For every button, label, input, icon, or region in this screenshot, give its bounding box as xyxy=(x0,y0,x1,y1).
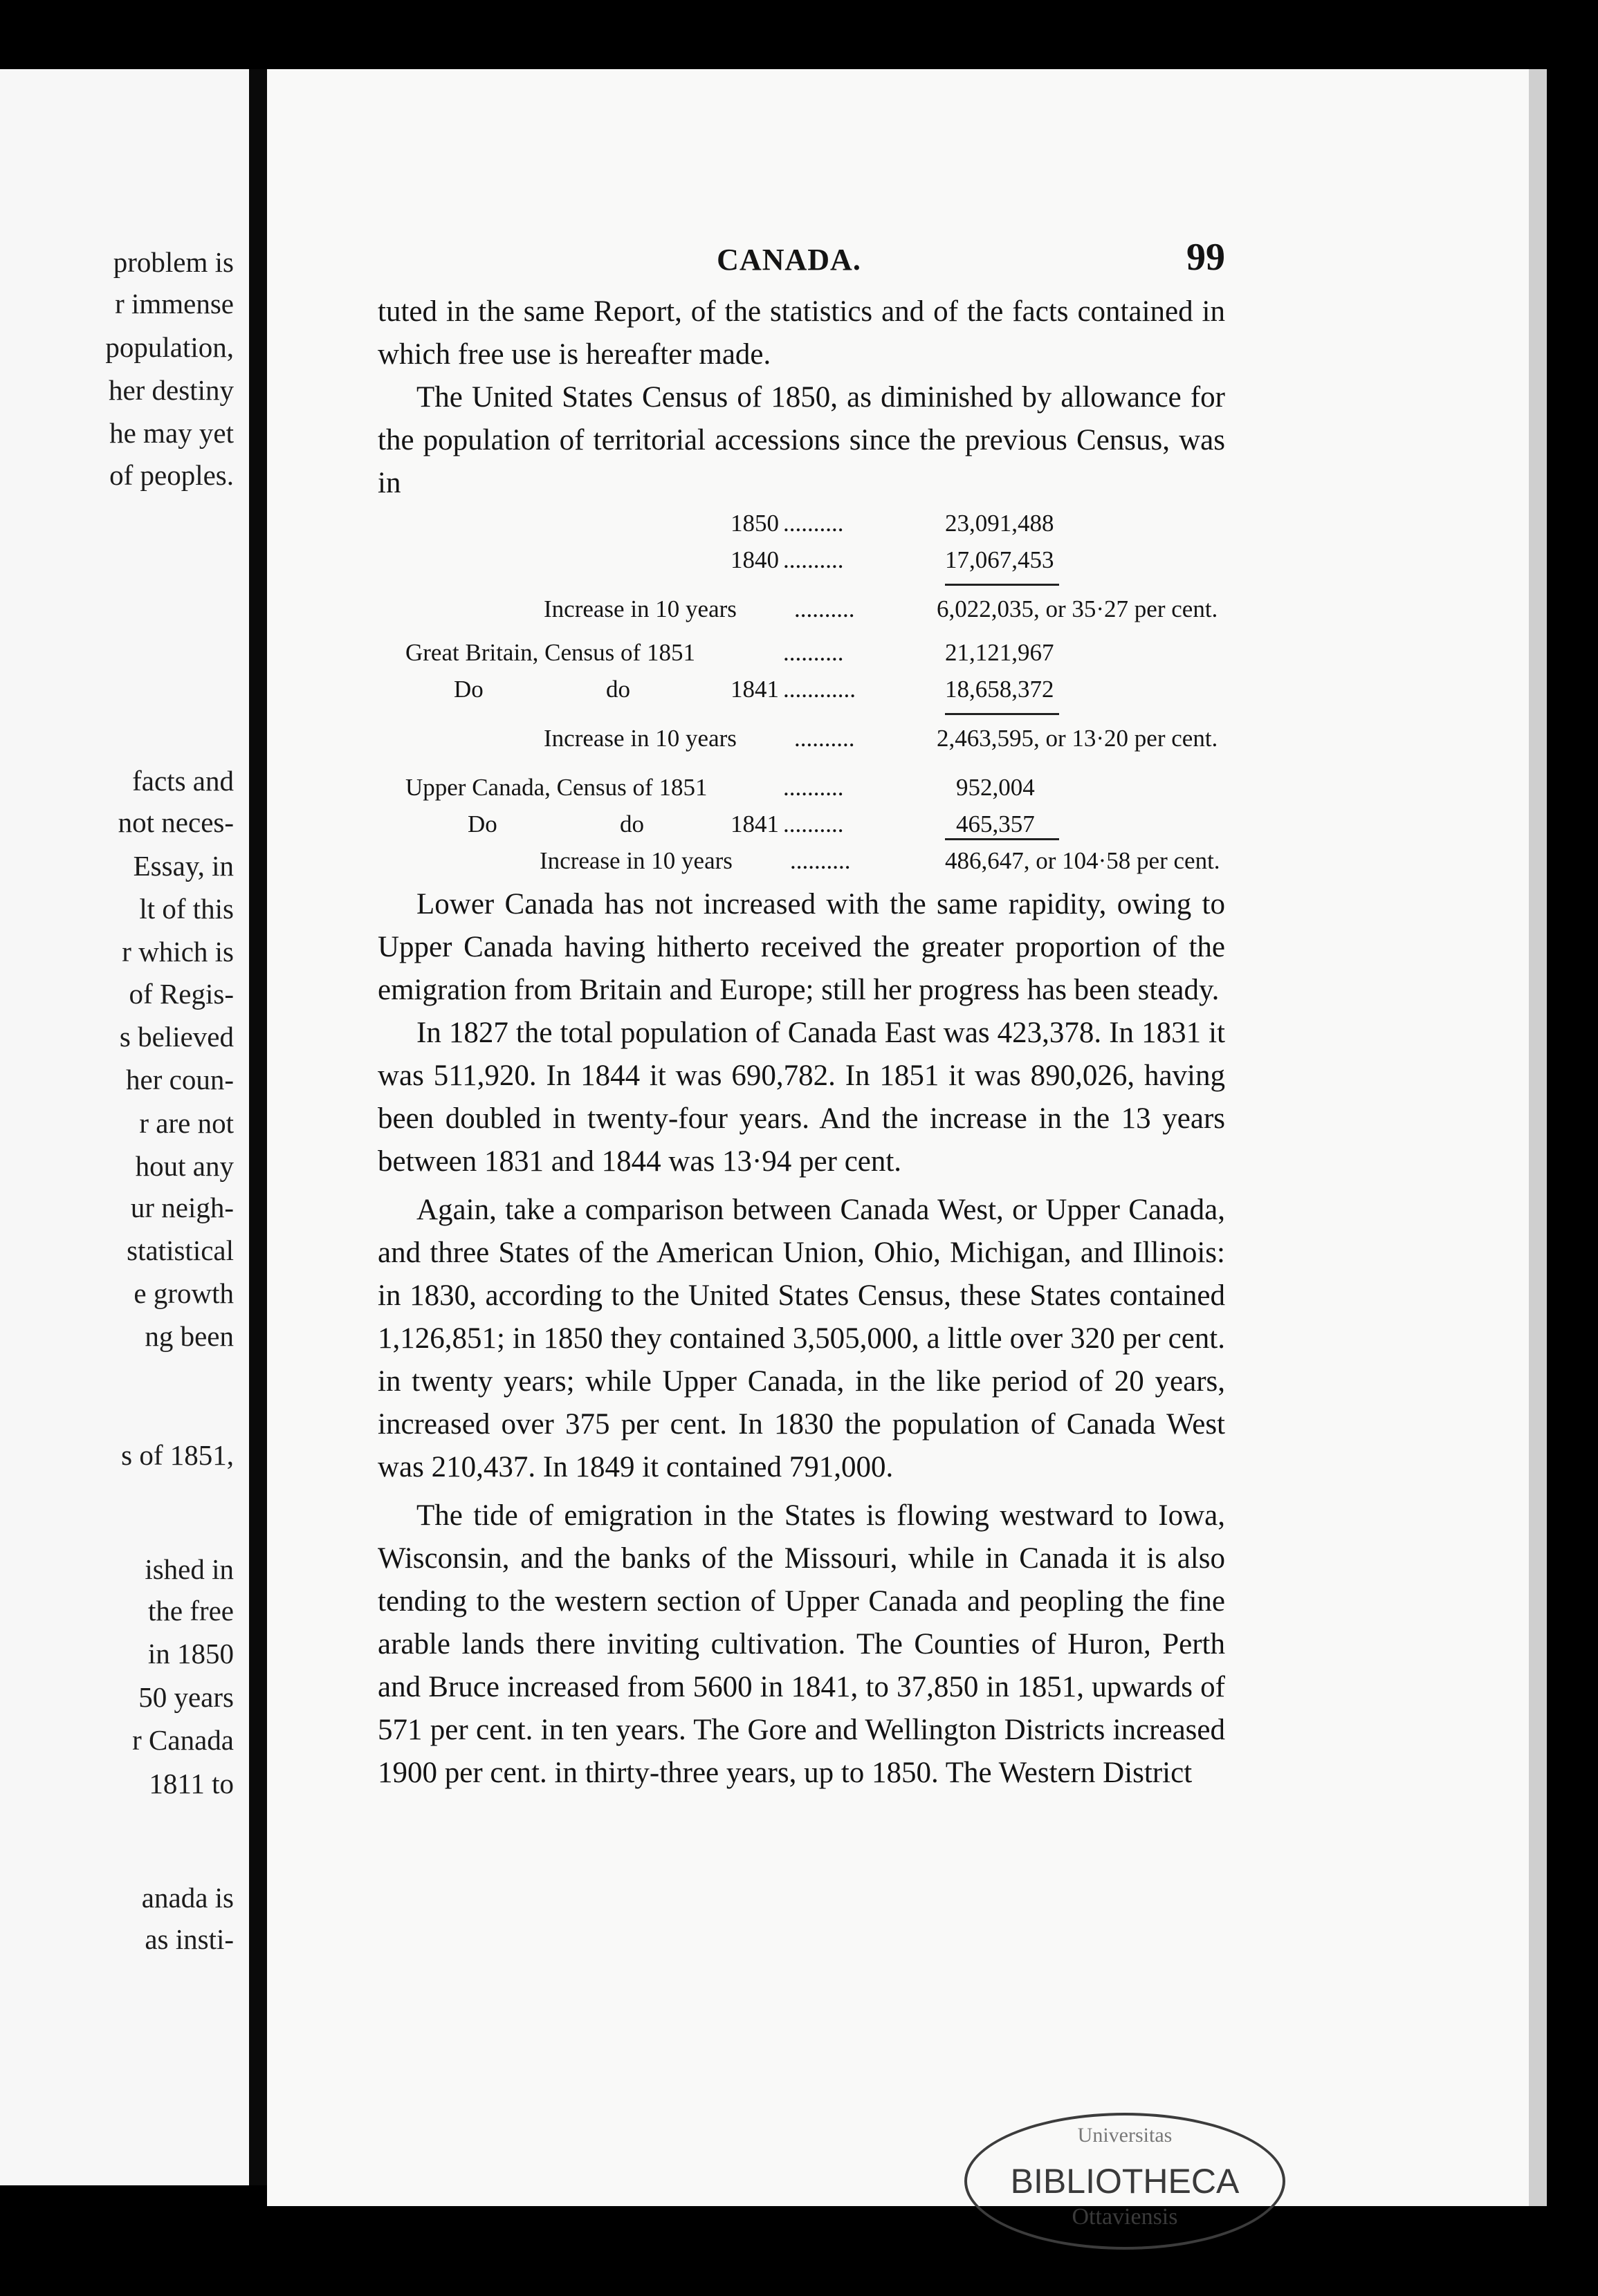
stamp-line-middle: BIBLIOTHECA xyxy=(1010,2162,1240,2201)
population-value: 952,004 xyxy=(956,774,1035,801)
paragraph-canada-east: In 1827 the total population of Canada East was 423,378. In 1831 it was 511,920. In 1844 it was 690,782. In 1851 it was 890,026, having been doubled in twenty-four years. And the increase in the 13 years between 1831 and 1844 was 13·94 per cent. xyxy=(378,1017,1225,1178)
left-page-fragment: 50 years xyxy=(138,1681,234,1713)
gb-increase-row xyxy=(378,720,1225,757)
left-page-fragment: ur neigh- xyxy=(130,1192,234,1223)
left-page-fragment: as insti- xyxy=(145,1923,234,1955)
ditto-label: Do xyxy=(454,676,484,703)
population-value: 18,658,372 xyxy=(945,676,1054,703)
left-page-fragment: s believed xyxy=(119,1021,234,1053)
census-label: Upper Canada, Census of 1851 xyxy=(405,774,708,801)
stamp-line-top: Universitas xyxy=(1077,2124,1173,2147)
paragraph-emigration: The tide of emigration in the States is flowing westward to Iowa, Wisconsin, and the banks of the Missouri, while in Canada it is also tending to the western section of Upper Canada and peopling the fine arable lands there inviting cultivation. The Counties of Huron, Perth and Bruce increased from 5600 in 1841, to 37,850 in 1851, upwards of 571 per cent. in ten years. The Gore and Wellington Districts increased 1900 per cent. in thirty-three years, up to 1850. The Western District xyxy=(378,1499,1225,1789)
year-label: 1841 xyxy=(731,811,779,837)
left-page-fragment: population, xyxy=(105,331,234,363)
gb-row-1841 xyxy=(378,671,1225,707)
year-label: 1841 xyxy=(731,676,779,703)
leader-dots: .......... xyxy=(783,774,844,801)
left-page-fragment: r are not xyxy=(139,1107,234,1139)
sum-rule xyxy=(945,838,1059,840)
sum-rule-row xyxy=(378,707,1225,720)
left-page-fragment: r immense xyxy=(115,288,234,320)
left-page-fragment: of peoples. xyxy=(109,459,234,491)
paragraph-continuation: tuted in the same Report, of the statistics and of the facts contained in which free use is hereafter made. xyxy=(378,295,1225,371)
census-label: Great Britain, Census of 1851 xyxy=(405,639,695,666)
gb-row-1851 xyxy=(378,634,1225,671)
page-edge xyxy=(1529,69,1547,2206)
left-page-fragment: facts and xyxy=(132,765,234,797)
left-page-fragment: in 1850 xyxy=(147,1638,234,1669)
left-page-fragment: not neces- xyxy=(118,806,234,838)
left-page-fragment: her coun- xyxy=(126,1064,234,1095)
leader-dots: .......... xyxy=(794,725,855,752)
right-page xyxy=(267,69,1547,2230)
uc-row-1851 xyxy=(378,769,1225,806)
paragraph-canada-west: Again, take a comparison between Canada West, or Upper Canada, and three States of the American Union, Ohio, Michigan, and Illinois: in 1830, according to the United States Census, these States contained 1,126,851; in 1850 they contained 3,505,000, a little over 320 per cent. in twenty years; while Upper Canada, in the like period of 20 years, increased over 375 per cent. In 1830 the population of Canada West was 210,437. In 1849 it contained 791,000. xyxy=(378,1194,1225,1483)
left-page-fragment: of Regis- xyxy=(129,978,234,1010)
population-value: 23,091,488 xyxy=(945,510,1054,537)
left-page-fragment: statistical xyxy=(127,1234,234,1266)
running-header xyxy=(378,235,1225,290)
left-page-fragment: ished in xyxy=(145,1553,234,1585)
increase-value: 486,647, or 104·58 per cent. xyxy=(945,847,1220,874)
uc-row-1841 xyxy=(378,806,1225,842)
left-page-fragment: ng been xyxy=(145,1320,234,1352)
ditto-label: do xyxy=(620,811,644,837)
us-row-1840 xyxy=(378,541,1225,578)
left-page-fragment: he may yet xyxy=(109,417,234,449)
increase-label: Increase in 10 years xyxy=(544,595,737,622)
page-content xyxy=(378,235,1225,1795)
sum-rule xyxy=(945,584,1059,586)
paragraph-lower-canada: Lower Canada has not increased with the same rapidity, owing to Upper Canada having hitherto received the greater proportion of the emigration from Britain and Europe; still her progress has been steady. xyxy=(378,888,1225,1006)
left-page-fragment: lt of this xyxy=(139,893,234,925)
increase-label: Increase in 10 years xyxy=(540,847,733,874)
leader-dots: .......... xyxy=(783,546,844,573)
left-page-fragment: s of 1851, xyxy=(121,1439,234,1471)
left-page-fragment: Essay, in xyxy=(133,850,234,882)
page-number: 99 xyxy=(1186,236,1225,279)
leader-dots: .......... xyxy=(783,811,844,837)
left-page-fragment: problem is xyxy=(113,246,234,278)
leader-dots: .......... xyxy=(794,595,855,622)
left-page-fragment: r Canada xyxy=(132,1724,234,1756)
uc-increase-row xyxy=(378,842,1225,879)
stamp-line-bottom: Ottaviensis xyxy=(1072,2204,1178,2230)
ditto-label: do xyxy=(606,676,630,703)
leader-dots: .......... xyxy=(783,639,844,666)
running-title: CANADA. xyxy=(717,243,861,277)
left-page xyxy=(0,69,249,2185)
population-value: 21,121,967 xyxy=(945,639,1054,666)
us-increase-row xyxy=(378,591,1225,627)
population-value: 17,067,453 xyxy=(945,546,1054,573)
increase-label: Increase in 10 years xyxy=(544,725,737,752)
leader-dots: ............ xyxy=(783,676,856,703)
left-page-fragment: r which is xyxy=(122,936,234,968)
sum-rule-row xyxy=(378,578,1225,591)
left-page-fragment: anada is xyxy=(141,1882,234,1914)
census-table xyxy=(378,505,1225,883)
leader-dots: .......... xyxy=(790,847,851,874)
left-page-fragment: the free xyxy=(147,1595,234,1627)
paragraph-us-census: The United States Census of 1850, as diminished by allowance for the population of territorial accessions since the previous Census, was in xyxy=(378,381,1225,499)
ditto-label: Do xyxy=(468,811,497,837)
year-label: 1850 xyxy=(731,510,779,537)
left-page-fragment: e growth xyxy=(134,1277,234,1309)
sum-rule xyxy=(945,713,1059,715)
population-value: 465,357 xyxy=(956,811,1035,837)
leader-dots: .......... xyxy=(783,510,844,537)
book-gutter xyxy=(249,69,267,2185)
left-page-fragment: her destiny xyxy=(108,374,234,406)
library-stamp xyxy=(964,2113,1285,2250)
us-row-1850 xyxy=(378,505,1225,541)
increase-value: 6,022,035, or 35·27 per cent. xyxy=(937,595,1218,622)
left-page-fragment: hout any xyxy=(135,1150,234,1182)
year-label: 1840 xyxy=(731,546,779,573)
left-page-fragment: 1811 to xyxy=(149,1768,234,1799)
increase-value: 2,463,595, or 13·20 per cent. xyxy=(937,725,1218,752)
